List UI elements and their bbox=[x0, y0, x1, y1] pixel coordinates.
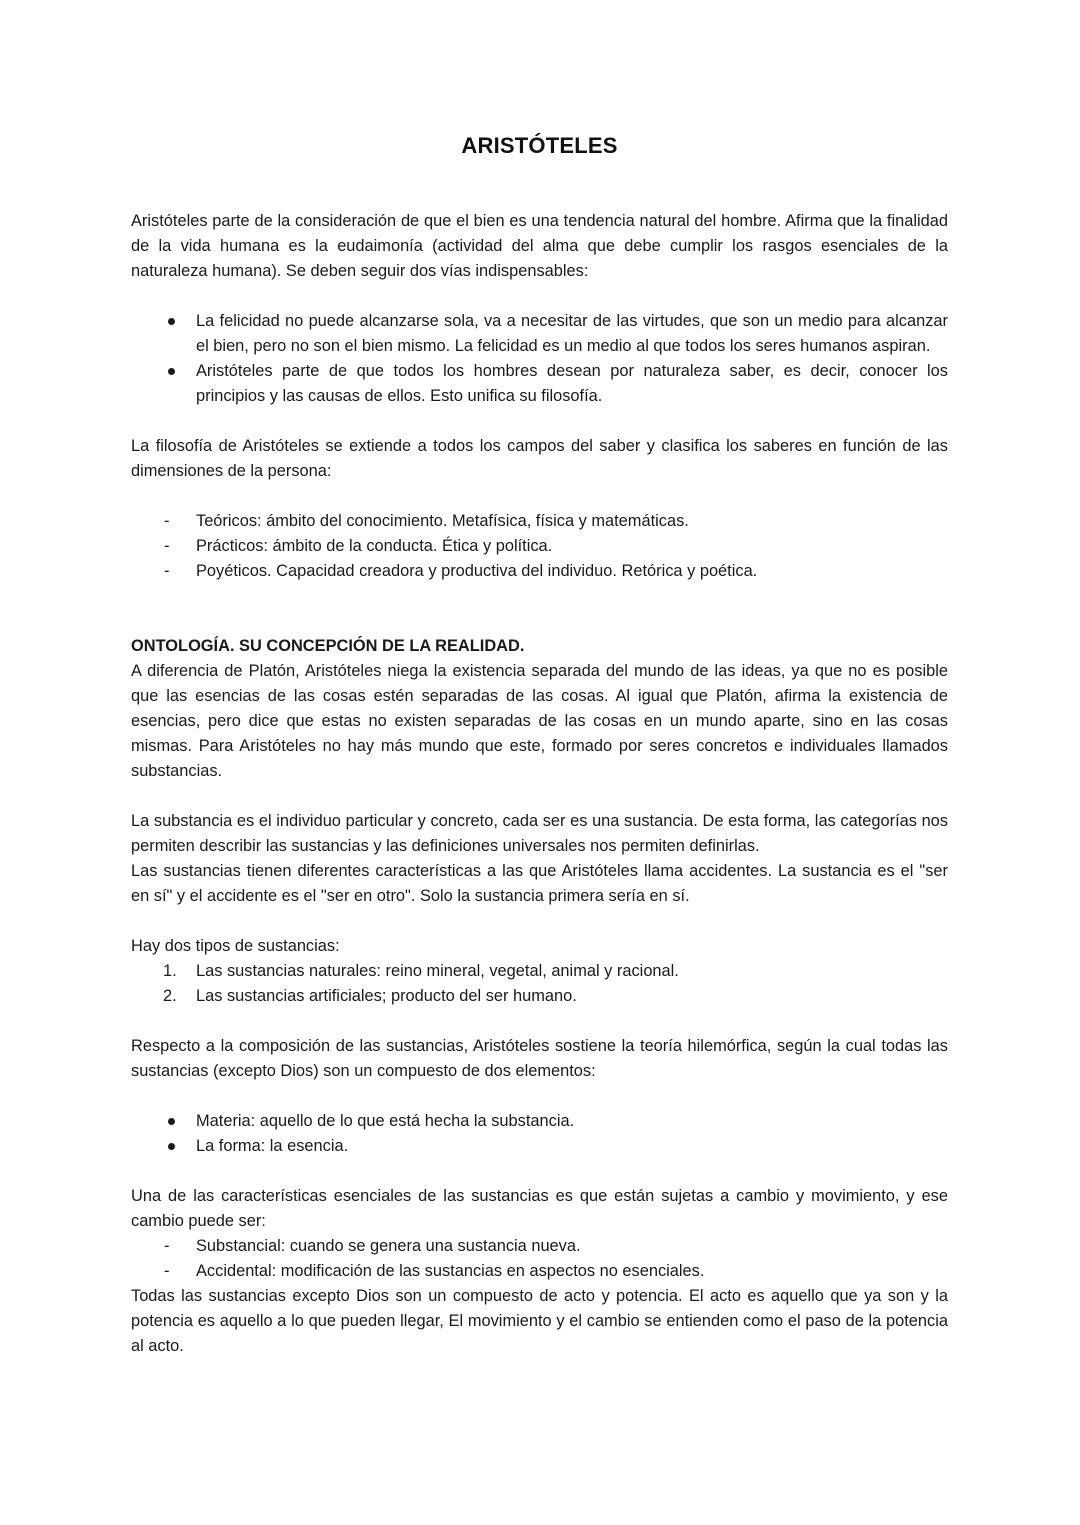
cambios-list bbox=[131, 1234, 948, 1284]
list-item-text: Substancial: cuando se genera una sustancia nueva. bbox=[196, 1237, 581, 1255]
dash-marker: - bbox=[164, 1237, 170, 1255]
list-item: La felicidad no puede alcanzarse sola, va a necesitar de las virtudes, que son un medio para alcanzar el bien, pero no son el bien mismo. La felicidad es un medio al que todos los seres humanos aspiran. bbox=[131, 309, 948, 359]
section-heading-ontologia: ONTOLOGÍA. SU CONCEPCIÓN DE LA REALIDAD. bbox=[131, 637, 525, 655]
list-item bbox=[131, 559, 948, 584]
dash-marker: - bbox=[164, 1262, 170, 1280]
list-item bbox=[131, 509, 948, 534]
sustancia-paragraph-2: Las sustancias tienen diferentes características a las que Aristóteles llama accidentes. La sustancia es el "ser en sí" y el accidente es el "ser en otro". Solo la sustancia primera sería en sí. bbox=[131, 862, 948, 905]
ontologia-paragraph: A diferencia de Platón, Aristóteles niega la existencia separada del mundo de las ideas, ya que no es posible que las esencias de las cosas estén separadas de las cosas. Al igual que Platón, afirma la existencia de esencias, pero dice que estas no existen separadas de las cosas en un mundo aparte, sino en las cosas mismas. Para Aristóteles no hay más mundo que este, formado por seres concretos e individuales llamados substancias. bbox=[131, 662, 948, 780]
acto-potencia-paragraph: Todas las sustancias excepto Dios son un compuesto de acto y potencia. El acto es aquello que ya son y la potencia es aquello a lo que pueden llegar, El movimiento y el cambio se entienden como el paso de la potencia al acto. bbox=[131, 1287, 948, 1355]
list-item-text: Poyéticos. Capacidad creadora y productiva del individuo. Retórica y poética. bbox=[196, 562, 758, 580]
list-item-text: Prácticos: ámbito de la conducta. Ética y política. bbox=[196, 537, 553, 555]
cambio-intro: Una de las características esenciales de las sustancias es que están sujetas a cambio y movimiento, y ese cambio puede ser: bbox=[131, 1187, 948, 1230]
list-item bbox=[131, 959, 948, 984]
tipos-list bbox=[131, 959, 948, 1009]
list-item-text: Las sustancias artificiales; producto del ser humano. bbox=[196, 987, 577, 1005]
list-item: Aristóteles parte de que todos los hombres desean por naturaleza saber, es decir, conocer los principios y las causas de ellos. Esto unifica su filosofía. bbox=[131, 359, 948, 409]
list-item bbox=[131, 1234, 948, 1259]
dash-marker: - bbox=[164, 537, 170, 555]
list-item bbox=[131, 1259, 948, 1284]
vias-list bbox=[131, 309, 948, 409]
intro-paragraph: Aristóteles parte de la consideración de que el bien es una tendencia natural del hombre. Afirma que la finalidad de la vida humana es la eudaimonía (actividad del alma que debe cumplir los rasgos esenciales de la naturaleza humana). Se deben seguir dos vías indispensables: bbox=[131, 212, 948, 280]
list-item-text: Las sustancias naturales: reino mineral, vegetal, animal y racional. bbox=[196, 962, 679, 980]
list-item: La forma: la esencia. bbox=[131, 1134, 948, 1159]
elementos-list bbox=[131, 1109, 948, 1159]
list-item: Materia: aquello de lo que está hecha la substancia. bbox=[131, 1109, 948, 1134]
dash-marker: - bbox=[164, 562, 170, 580]
list-item-text: Teóricos: ámbito del conocimiento. Metafísica, física y matemáticas. bbox=[196, 512, 689, 530]
sustancia-paragraph-1: La substancia es el individuo particular y concreto, cada ser es una sustancia. De esta forma, las categorías nos permiten describir las sustancias y las definiciones universales nos permiten definirlas. bbox=[131, 812, 948, 855]
list-number: 2. bbox=[163, 987, 177, 1005]
list-item-text: Accidental: modificación de las sustancias en aspectos no esenciales. bbox=[196, 1262, 705, 1280]
saberes-intro: La filosofía de Aristóteles se extiende a todos los campos del saber y clasifica los saberes en función de las dimensiones de la persona: bbox=[131, 437, 948, 480]
document-page bbox=[131, 130, 948, 1359]
list-item bbox=[131, 984, 948, 1009]
list-item bbox=[131, 534, 948, 559]
dash-marker: - bbox=[164, 512, 170, 530]
saberes-list bbox=[131, 509, 948, 584]
composicion-intro: Respecto a la composición de las sustancias, Aristóteles sostiene la teoría hilemórfica, según la cual todas las sustancias (excepto Dios) son un compuesto de dos elementos: bbox=[131, 1037, 948, 1080]
page-title: ARISTÓTELES bbox=[461, 133, 618, 158]
tipos-intro: Hay dos tipos de sustancias: bbox=[131, 937, 340, 955]
list-number: 1. bbox=[163, 962, 177, 980]
